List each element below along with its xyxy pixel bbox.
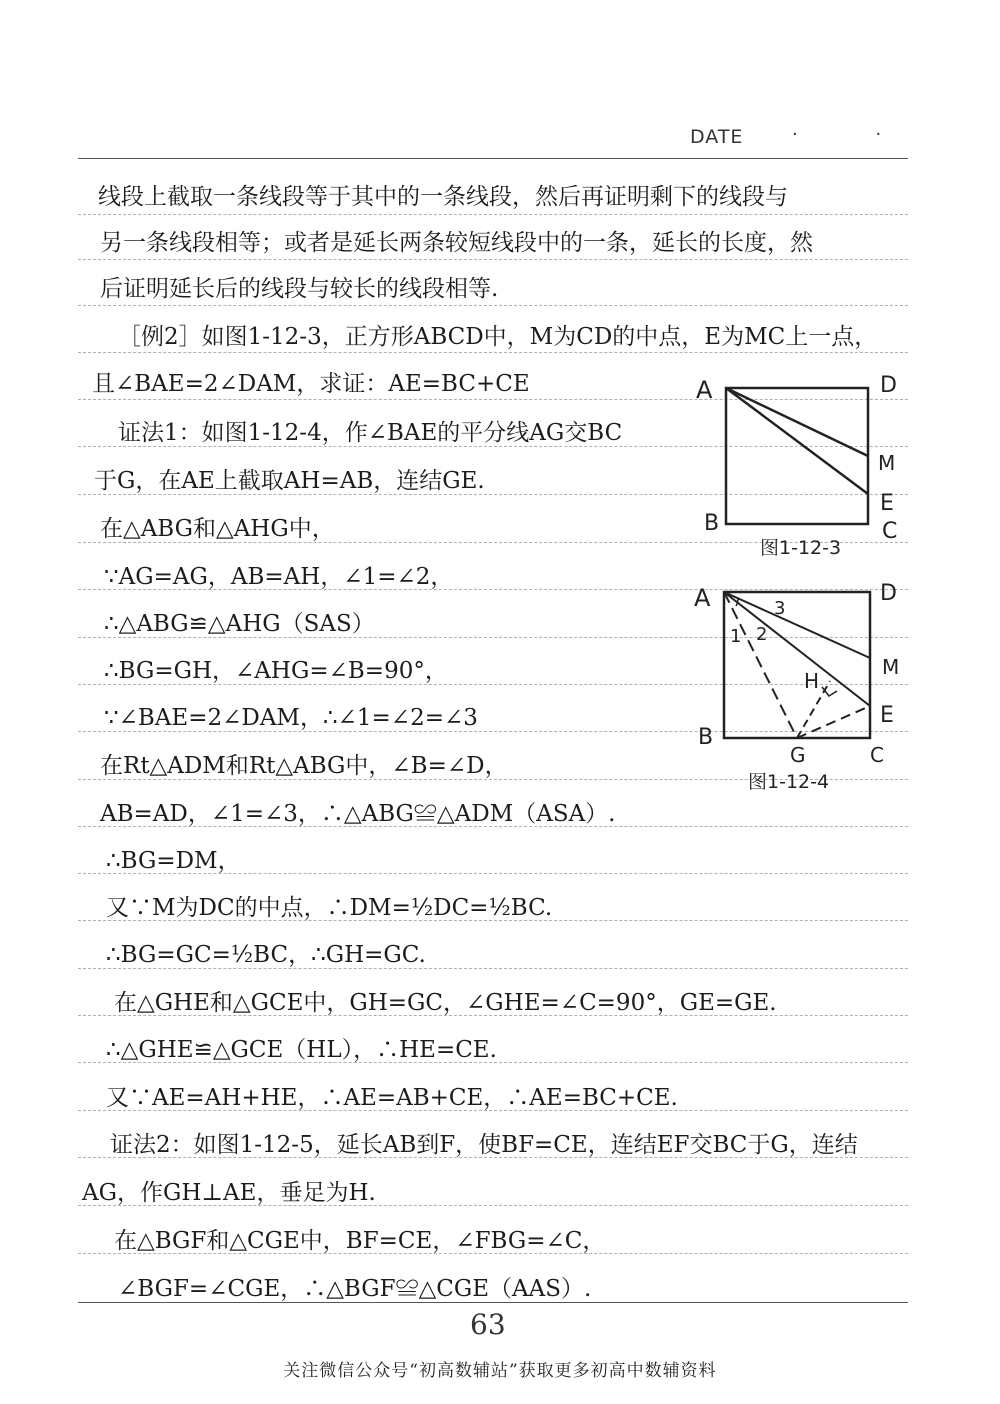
angle-1-label: 1 [730,626,742,647]
label-b: B [698,725,714,750]
angle-2-label: 2 [756,624,768,645]
text-line-15: ∴BG=DM， [106,848,241,874]
text-line-20: 又∵AE=AH+HE，∴AE=AB+CE，∴AE=BC+CE. [106,1085,678,1111]
angle-3-label: 3 [774,598,786,619]
figure-1-12-3 [690,366,920,566]
label-e: E [880,703,894,728]
segment-ag [724,592,797,738]
text-line-7: 于G，在AE上截取AH=AB，连结GE. [94,468,485,494]
label-g: G [790,743,806,767]
square-abcd [726,388,868,524]
ruled-line [78,305,908,306]
label-m: M [878,451,896,475]
segment-ge [797,706,870,738]
text-line-1: 线段上截取一条线段等于其中的一条线段，然后再证明剩下的线段与 [98,184,788,210]
label-c: C [870,743,884,767]
label-b: B [704,511,720,536]
segment-ae [726,388,868,494]
text-line-21: 证法2：如图1-12-5，延长AB到F，使BF=CE，连结EF交BC于G，连结 [110,1132,858,1158]
figure-1-12-4 [690,578,920,798]
caption-1-12-4: 图1-12-4 [748,771,830,793]
label-d: D [880,373,897,398]
page-number: 63 [470,1308,506,1341]
label-a: A [696,376,713,404]
label-h: H [804,669,820,693]
header-dots: · · [792,124,918,145]
text-line-17: ∴BG=GC=½BC，∴GH=GC. [106,942,426,968]
caption-1-12-3: 图1-12-3 [760,537,842,559]
segment-am [726,388,868,456]
date-label: DATE [690,126,744,148]
label-e: E [880,491,894,516]
text-line-22: AG，作GH⊥AE，垂足为H. [82,1180,376,1206]
text-line-18: 在△GHE和△GCE中，GH=GC，∠GHE=∠C=90°，GE=GE. [114,990,777,1016]
text-line-2: 另一条线段相等；或者是延长两条较短线段中的一条，延长的长度，然 [100,230,813,256]
text-line-19: ∴△GHE≌△GCE（HL），∴HE=CE. [106,1037,497,1063]
text-line-11: ∴BG=GH，∠AHG=∠B=90°， [104,658,448,684]
ruled-line [78,352,908,353]
label-a: A [694,584,711,612]
header-rule [78,158,908,159]
label-m: M [882,655,900,679]
ruled-line [78,259,908,260]
label-c: C [882,519,898,544]
text-line-14: AB=AD，∠1=∠3，∴△ABG≌△ADM（ASA）. [100,801,616,827]
text-line-9: ∵AG=AG，AB=AH，∠1=∠2， [104,564,454,590]
text-line-24: ∠BGF=∠CGE，∴△BGF≌△CGE（AAS）. [118,1276,592,1302]
text-line-6: 证法1：如图1-12-4，作∠BAE的平分线AG交BC [118,420,623,446]
text-line-12: ∵∠BAE=2∠DAM，∴∠1=∠2=∠3 [104,705,478,731]
text-line-3: 后证明延长后的线段与较长的线段相等. [100,276,499,302]
text-line-13: 在Rt△ADM和Rt△ABG中，∠B=∠D， [100,753,508,779]
footer-note: 关注微信公众号“初高数辅站”获取更多初高中数辅资料 [283,1361,717,1381]
text-line-8: 在△ABG和△AHG中， [100,516,335,542]
text-line-4: ［例2］如图1-12-3，正方形ABCD中，M为CD的中点，E为MC上一点， [118,324,878,350]
ruled-line [78,214,908,215]
text-line-23: 在△BGF和△CGE中，BF=CE，∠FBG=∠C， [114,1228,606,1254]
text-line-16: 又∵M为DC的中点，∴DM=½DC=½BC. [106,895,553,921]
label-d: D [880,581,897,606]
text-line-5: 且∠BAE=2∠DAM，求证：AE=BC+CE [92,371,530,397]
text-line-10: ∴△ABG≌△AHG（SAS） [104,611,375,637]
